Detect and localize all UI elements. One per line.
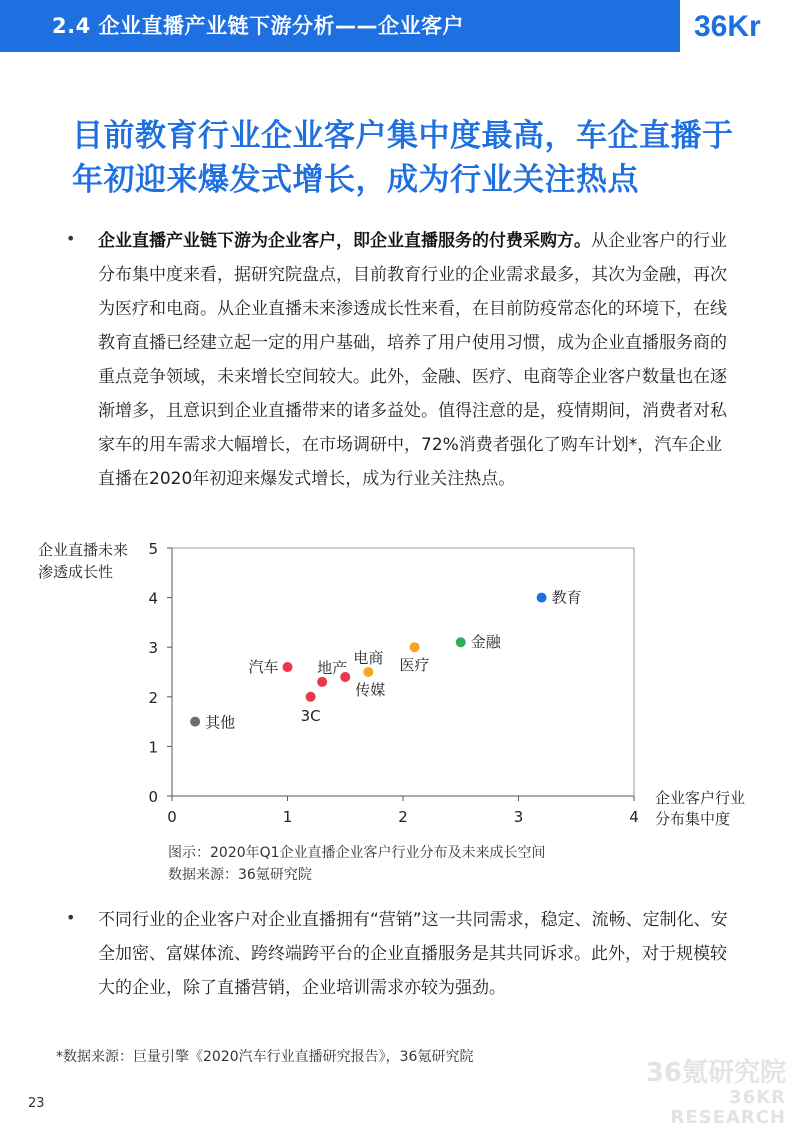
y-tick-label: 1: [148, 738, 158, 757]
data-point: [317, 677, 327, 687]
data-point: [283, 662, 293, 672]
figure-caption: [168, 842, 546, 886]
x-tick-label: 2: [398, 808, 408, 826]
data-point-label: 3C: [300, 706, 321, 725]
x-tick-label: 1: [282, 808, 293, 826]
header-bar: [0, 0, 680, 52]
page-title: 目前教育行业企业客户集中度最高，车企直播于年初迎来爆发式增长，成为行业关注热点: [72, 118, 734, 198]
y-tick-label: 2: [148, 688, 158, 707]
bullet: •: [66, 229, 76, 248]
logo-text: 36Kr: [694, 10, 761, 43]
y-tick-label: 3: [148, 639, 158, 658]
data-point-label: 其他: [205, 713, 236, 732]
paragraph-needs: 不同行业的企业客户对企业直播拥有“营销”这一共同需求，稳定、流畅、定制化、安全加密、富媒体流、跨终端跨平台的企业直播服务是其共同诉求。此外，对于规模较大的企业，除了直播营销，企业培训需求亦较为强劲。: [98, 910, 728, 998]
x-axis-label-line2: 分布集中度: [655, 810, 731, 828]
data-point-label: 传媒: [355, 680, 386, 699]
data-point: [456, 637, 466, 647]
bullet: •: [66, 908, 76, 927]
x-axis-label: 企业客户行业: [655, 789, 746, 807]
scatter-chart: [30, 535, 770, 835]
watermark-line2: 36KR RESEARCH: [670, 1087, 786, 1128]
x-tick-label: 4: [629, 808, 639, 826]
caption-source: 数据来源：36氪研究院: [168, 867, 312, 883]
x-tick-label: 3: [513, 808, 524, 826]
36kr-logo: [690, 0, 790, 52]
data-point: [410, 642, 420, 652]
data-point: [537, 593, 547, 603]
y-tick-label: 4: [148, 589, 158, 608]
data-point-label: 教育: [551, 588, 582, 607]
paragraph-body: 从企业客户的行业分布集中度来看，据研究院盘点，目前教育行业的企业需求最多，其次为金融，再次为医疗和电商。从企业直播未来渗透成长性来看，在目前防疫常态化的环境下，在线教育直播已经建立起一定的用户基础，培养了用户使用习惯，成为企业直播服务商的重点竞争领域，未来增长空间较大。此外，金融、医疗、电商等企业客户数量也在逐渐增多，且意识到企业直播带来的诸多益处。值得注意的是，疫情期间，消费者对私家车的用车需求大幅增长，在市场调研中，72%消费者强化了购车计划*，汽车企业直播在2020年初迎来爆发式增长，成为行业关注热点。: [98, 231, 727, 489]
watermark: [616, 1058, 786, 1128]
data-point: [190, 717, 200, 727]
data-point-label: 电商: [353, 649, 384, 667]
watermark-line1: 36氪研究院: [645, 1058, 786, 1088]
data-point-label: 汽车: [248, 658, 279, 677]
section-title: 2.4 企业直播产业链下游分析——企业客户: [52, 14, 465, 38]
data-point: [306, 692, 316, 702]
y-tick-label: 0: [148, 788, 158, 806]
data-point-label: 医疗: [399, 656, 430, 675]
paragraph-intro: [98, 224, 738, 496]
chart-points: [190, 589, 582, 732]
y-axis-label-line2: 渗透成长性: [38, 563, 114, 581]
page-number: 23: [28, 1096, 45, 1111]
data-point: [363, 667, 373, 677]
y-axis-label: 企业直播未来: [38, 541, 129, 559]
caption-figure: 图示：2020年Q1企业直播企业客户行业分布及未来成长空间: [168, 845, 546, 861]
data-point-label: 金融: [470, 633, 501, 652]
x-tick-label: 0: [167, 808, 177, 826]
footnote: *数据来源：巨量引擎《2020汽车行业直播研究报告》，36氪研究院: [56, 1049, 474, 1065]
paragraph-lead: 企业直播产业链下游为企业客户，即企业直播服务的付费采购方。: [98, 231, 591, 251]
y-tick-label: 5: [148, 540, 158, 558]
data-point-label: 地产: [317, 658, 348, 677]
chart-ticks: [148, 540, 638, 826]
